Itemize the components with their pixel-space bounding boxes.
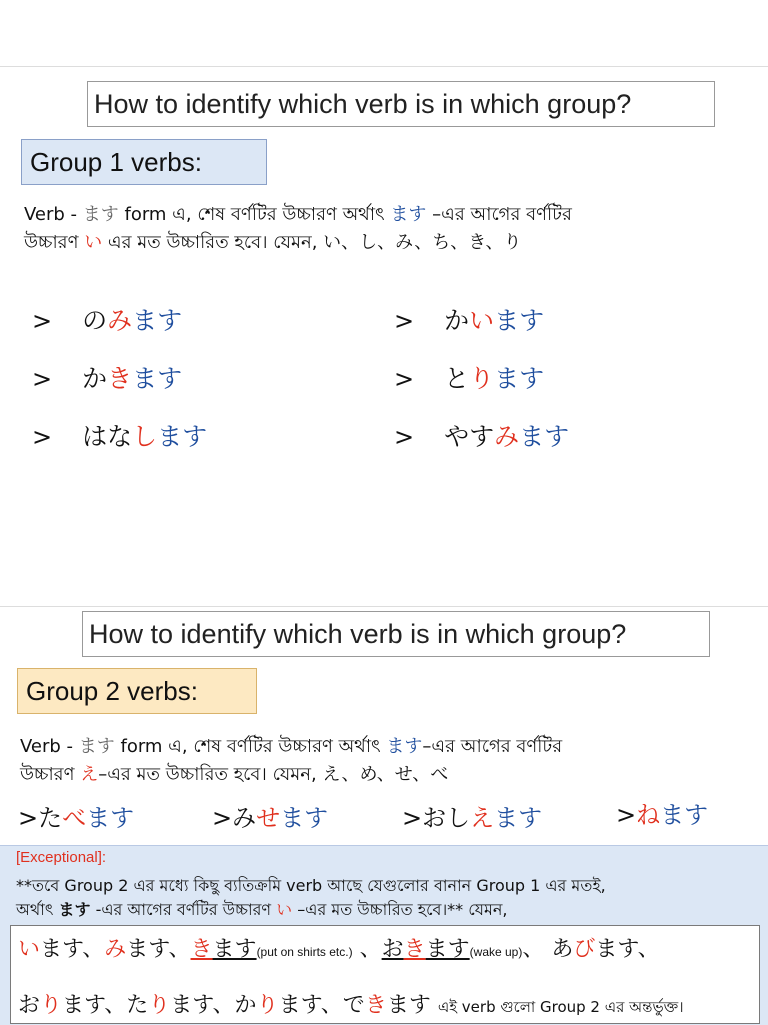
verb-example: > はなします (32, 422, 208, 451)
text-segment: 、 あ (522, 937, 574, 962)
text-segment: ます (58, 900, 91, 919)
text-segment: -এর আগের বর্ণটির উচ্চারণ (90, 900, 277, 919)
text-segment: ます (386, 993, 438, 1018)
text-segment: form এ, শেষ বর্ণটির উচ্চারণ অর্থাৎ (114, 736, 387, 757)
text-segment: উচ্চারণ (24, 232, 85, 253)
text-segment: い (276, 900, 293, 919)
text-segment: き (107, 364, 133, 393)
text-segment: এর মত উচ্চারিত হবে। যেমন, い、し、み、ち、き、り (102, 232, 522, 253)
exceptional-line1: **তবে Group 2 এর মধ্যে কিছু ব্যতিক্রমি verb আছে যেগুলোর বানান Group 1 এর মতই, (16, 876, 606, 895)
text-segment: >み (212, 804, 257, 832)
verb-example: > やすみます (394, 422, 570, 451)
text-segment: と (444, 364, 470, 393)
text-segment: ます (78, 736, 115, 757)
slide1-title: How to identify which verb is in which group? (87, 81, 715, 127)
text-segment: り (148, 993, 171, 1018)
text-segment: Verb - (24, 204, 83, 225)
text-segment: ます (494, 804, 543, 832)
exceptional-label: [Exceptional]: (16, 849, 107, 866)
verb-example: > のみます (32, 306, 183, 335)
text-segment: き (190, 937, 213, 962)
text-segment: の (82, 306, 108, 335)
text-segment: び (573, 937, 596, 962)
group2-verb-example (402, 798, 542, 833)
text-segment: り (256, 993, 279, 1018)
slide-top-divider (0, 66, 768, 67)
text-segment: >た (18, 804, 63, 832)
text-segment: ます、 (40, 937, 105, 962)
text-segment: (wake up) (469, 945, 523, 959)
text-segment: > (616, 801, 637, 829)
text-segment: き (364, 993, 387, 1018)
text-segment: ます (390, 204, 427, 225)
text-segment: 、 (352, 937, 382, 962)
text-segment: お (18, 993, 41, 1018)
text-segment: ます (212, 937, 257, 962)
text-segment: み (107, 306, 133, 335)
exceptional-line2 (16, 897, 508, 924)
text-segment: উচ্চারণ (20, 764, 81, 785)
text-segment: (put on shirts etc.) (256, 945, 353, 959)
text-segment: –এর মত উচ্চারিত হবে। যেমন, え、め、せ、べ (98, 764, 449, 785)
slide2-title: How to identify which verb is in which group? (82, 611, 710, 657)
text-segment: ます、 (595, 937, 660, 962)
text-segment: ます、た (62, 993, 149, 1018)
group2-verb-example (212, 798, 328, 833)
text-segment: い (84, 232, 103, 253)
text-segment: お (381, 937, 404, 962)
text-segment: やす (444, 422, 495, 451)
group2-rule-line2 (20, 761, 448, 789)
text-segment: ね (636, 801, 661, 829)
text-segment: き (403, 937, 426, 962)
text-segment: べ (62, 804, 87, 832)
text-segment: ます、か (170, 993, 257, 1018)
text-segment: ます (132, 306, 183, 335)
text-segment: ます (82, 204, 119, 225)
text-segment: ます、 (126, 937, 191, 962)
text-segment: ます (494, 306, 545, 335)
group2-label: Group 2 verbs: (17, 668, 257, 714)
text-segment: >おし (402, 804, 471, 832)
text-segment: せ (256, 804, 281, 832)
text-segment: ます (494, 364, 545, 393)
text-segment: ます (660, 801, 709, 829)
group1-rule-line1 (24, 201, 572, 229)
text-segment: り (469, 364, 495, 393)
text-segment: か (82, 364, 108, 393)
text-segment: অর্থাৎ (16, 900, 59, 919)
group2-rule-line1 (20, 733, 562, 761)
text-segment: し (132, 422, 158, 451)
text-segment: ます (157, 422, 208, 451)
group2-verb-example (18, 798, 134, 833)
group1-rule-line2 (24, 229, 522, 257)
text-segment: え (470, 804, 495, 832)
text-segment: はな (82, 422, 133, 451)
group2-verb-example (616, 795, 708, 830)
text-segment: い (18, 937, 41, 962)
text-segment: り (40, 993, 63, 1018)
group1-label: Group 1 verbs: (21, 139, 267, 185)
verb-example: > かきます (32, 364, 183, 393)
text-segment: か (444, 306, 470, 335)
text-segment: form এ, শেষ বর্ণটির উচ্চারণ অর্থাৎ (118, 204, 391, 225)
text-segment: –এর মত উচ্চারিত হবে।** যেমন, (292, 900, 508, 919)
text-segment: ます (86, 804, 135, 832)
text-segment: –এর আগের বর্ণটির (426, 204, 572, 225)
text-segment: ます (519, 422, 570, 451)
text-segment: Verb - (20, 736, 79, 757)
text-segment: ます (280, 804, 329, 832)
exceptional-examples-row1 (18, 932, 660, 963)
text-segment: い (469, 306, 495, 335)
verb-example: > とります (394, 364, 545, 393)
text-segment: ます (386, 736, 423, 757)
text-segment: –এর আগের বর্ণটির (422, 736, 563, 757)
text-segment: み (104, 937, 127, 962)
text-segment: ます (425, 937, 470, 962)
text-segment: এই verb গুলো Group 2 এর অন্তর্ভুক্ত। (437, 998, 684, 1016)
text-segment: え (80, 764, 99, 785)
exceptional-examples-row2 (18, 988, 684, 1021)
slide-divider (0, 606, 768, 607)
verb-example: > かいます (394, 306, 545, 335)
text-segment: み (494, 422, 520, 451)
text-segment: ます、で (278, 993, 365, 1018)
text-segment: ます (132, 364, 183, 393)
